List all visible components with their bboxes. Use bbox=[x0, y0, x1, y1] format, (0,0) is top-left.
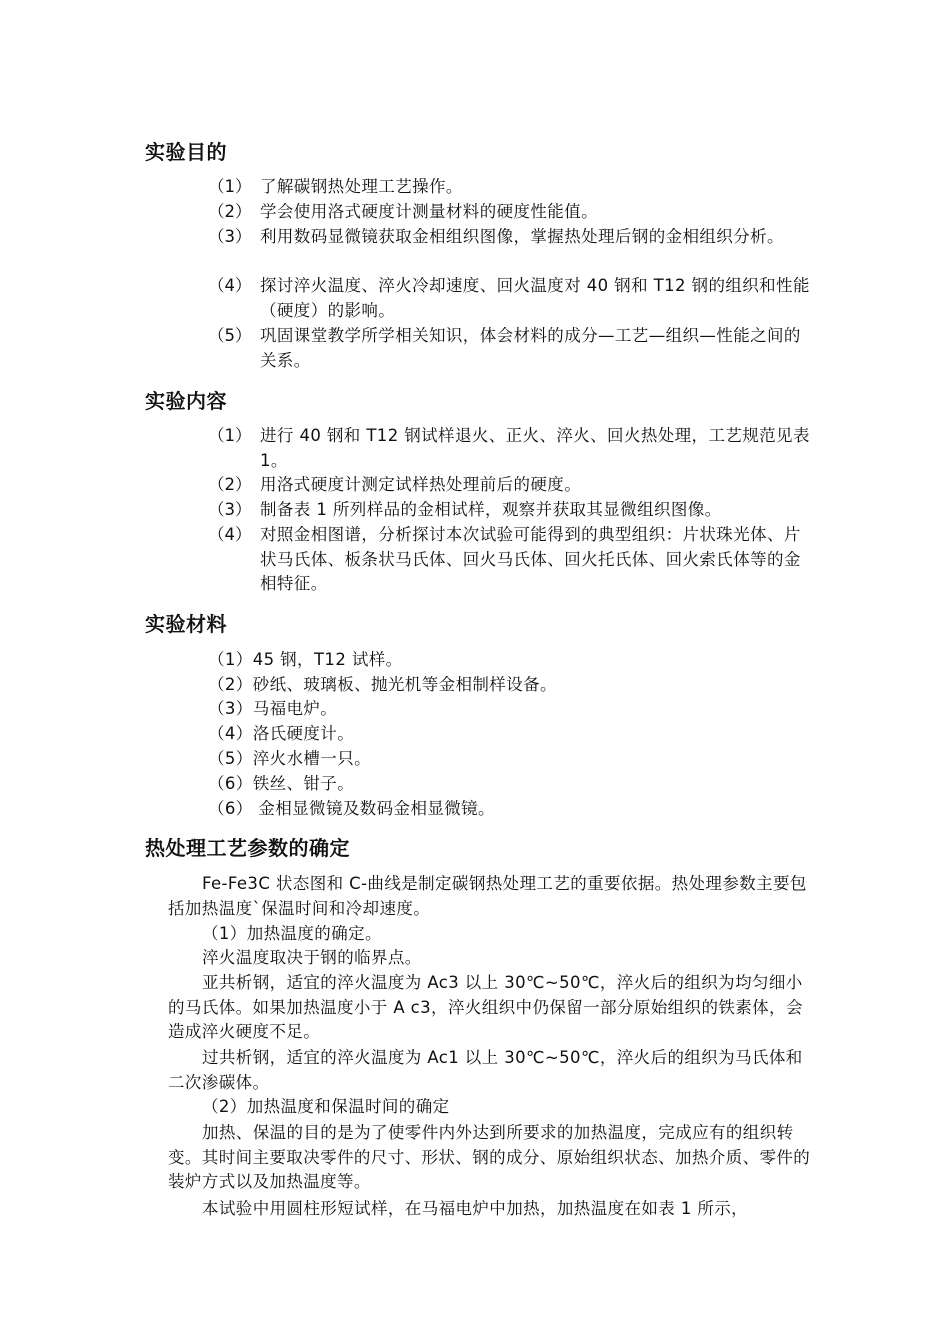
material-item-7: （6） 金相显微镜及数码金相显微镜。 bbox=[208, 799, 495, 818]
item-number: （3） bbox=[208, 227, 252, 246]
item-text: 利用数码显微镜获取金相组织图像，掌握热处理后钢的金相组织分析。 bbox=[260, 227, 784, 246]
item-number: （4） bbox=[208, 276, 252, 295]
item-text: 探讨淬火温度、淬火冷却速度、回火温度对 40 钢和 T12 钢的组织和性能（硬度）的影响。 bbox=[260, 276, 810, 320]
item-text: 了解碳钢热处理工艺操作。 bbox=[260, 177, 463, 196]
item-number: （2） bbox=[208, 202, 252, 221]
item-number: （3） bbox=[208, 500, 252, 519]
material-item-5: （5）淬火水槽一只。 bbox=[208, 749, 371, 768]
section-title-content: 实验内容 bbox=[145, 389, 227, 413]
item-text: 巩固课堂教学所学相关知识，体会材料的成分—工艺—组织—性能之间的关系。 bbox=[260, 326, 801, 370]
material-item-4: （4）洛氏硬度计。 bbox=[208, 724, 355, 743]
params-paragraph-7: 加热、保温的目的是为了使零件内外达到所要求的加热温度，完成应有的组织转变。其时间主要取决零件的尺寸、形状、钢的成分、原始组织状态、加热介质、零件的装炉方式以及加热温度等。 bbox=[168, 1123, 811, 1191]
params-paragraph-5: 过共析钢，适宜的淬火温度为 Ac1 以上 30℃~50℃，淬火后的组织为马氏体和二次渗碳体。 bbox=[168, 1048, 803, 1092]
item-text: 对照金相图谱，分析探讨本次试验可能得到的典型组织：片状珠光体、片状马氏体、板条状马氏体、回火马氏体、回火托氏体、回火索氏体等的金相特征。 bbox=[260, 525, 801, 593]
params-paragraph-6: （2）加热温度和保温时间的确定 bbox=[202, 1097, 450, 1116]
params-paragraph-2: （1）加热温度的确定。 bbox=[202, 924, 382, 943]
params-paragraph-1: Fe-Fe3C 状态图和 C-曲线是制定碳钢热处理工艺的重要依据。热处理参数主要包括加热温度`保温时间和冷却速度。 bbox=[168, 874, 807, 918]
section-title-materials: 实验材料 bbox=[145, 612, 227, 636]
item-number: （1） bbox=[208, 426, 252, 445]
params-paragraph-3: 淬火温度取决于钢的临界点。 bbox=[202, 948, 422, 967]
section-title-params: 热处理工艺参数的确定 bbox=[145, 836, 350, 860]
material-item-2: （2）砂纸、玻璃板、抛光机等金相制样设备。 bbox=[208, 675, 557, 694]
material-item-1: （1）45 钢，T12 试样。 bbox=[208, 650, 403, 669]
item-number: （2） bbox=[208, 475, 252, 494]
item-number: （4） bbox=[208, 525, 252, 544]
params-paragraph-4: 亚共析钢，适宜的淬火温度为 Ac3 以上 30℃~50℃，淬火后的组织为均匀细小的马氏体。如果加热温度小于 A c3，淬火组织中仍保留一部分原始组织的铁素体，会造成淬火硬度不足。 bbox=[168, 973, 803, 1041]
material-item-6: （6）铁丝、钳子。 bbox=[208, 774, 355, 793]
params-paragraph-8: 本试验中用圆柱形短试样，在马福电炉中加热，加热温度在如表 1 所示， bbox=[202, 1199, 749, 1218]
item-text: 进行 40 钢和 T12 钢试样退火、正火、淬火、回火热处理，工艺规范见表 1。 bbox=[260, 426, 810, 470]
item-text: 制备表 1 所列样品的金相试样，观察并获取其显微组织图像。 bbox=[260, 500, 722, 519]
item-text: 学会使用洛式硬度计测量材料的硬度性能值。 bbox=[260, 202, 598, 221]
item-number: （1） bbox=[208, 177, 252, 196]
section-title-purpose: 实验目的 bbox=[145, 140, 227, 164]
item-number: （5） bbox=[208, 326, 252, 345]
material-item-3: （3）马福电炉。 bbox=[208, 699, 338, 718]
item-text: 用洛式硬度计测定试样热处理前后的硬度。 bbox=[260, 475, 582, 494]
